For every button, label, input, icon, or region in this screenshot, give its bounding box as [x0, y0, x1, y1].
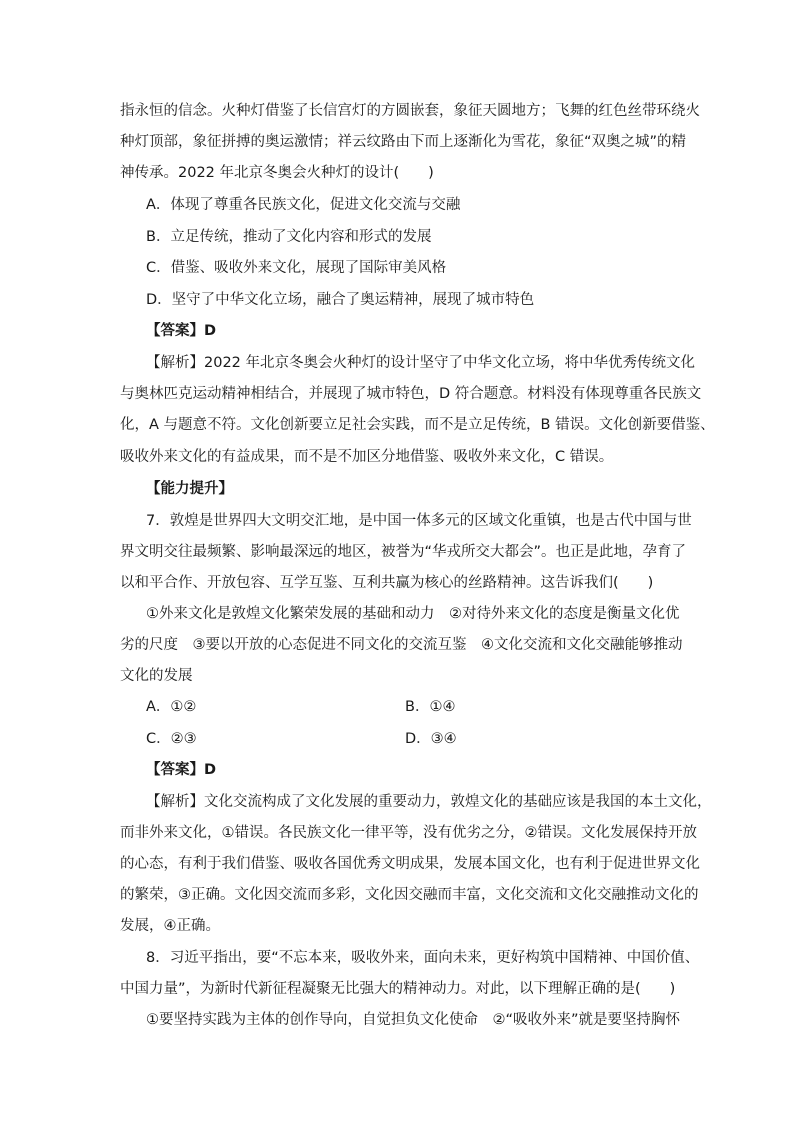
- text-line: 神传承。2022 年北京冬奥会火种灯的设计( ): [120, 165, 434, 181]
- text-line: 吸收外来文化的有益成果，而不是不加区分地借鉴、吸收外来文化，C 错误。: [120, 449, 614, 465]
- option-b: B．立足传统，推动了文化内容和形式的发展: [146, 229, 432, 245]
- answer-label: 【答案】D: [146, 323, 217, 339]
- text-line: 界文明交往最频繁、影响最深远的地区，被誉为“华戎所交大都会”。也正是此地，孕育了: [120, 544, 687, 560]
- section-heading: 【能力提升】: [146, 481, 233, 497]
- text-line: 中国力量”，为新时代新征程凝聚无比强大的精神动力。对此，以下理解正确的是( ): [120, 981, 676, 997]
- question-8: 8．习近平指出，要“不忘本来，吸收外来，面向未来，更好构筑中国精神、中国价值、: [146, 950, 700, 966]
- statements-line: ①要坚持实践为主体的创作导向，自觉担负文化使命 ②“吸收外来”就是要坚持胸怀: [146, 1012, 681, 1028]
- statements-line: ①外来文化是敦煌文化繁荣发展的基础和动力 ②对待外来文化的态度是衡量文化优: [146, 606, 680, 622]
- text-line: 的繁荣，③正确。文化因交流而多彩，文化因交融而丰富，文化交流和文化交融推动文化的: [120, 887, 699, 903]
- option-d: D．③④: [405, 731, 457, 747]
- text-line: 劣的尺度 ③要以开放的心态促进不同文化的交流互鉴 ④文化交流和文化交融能够推动: [120, 637, 683, 653]
- text-line: 种灯顶部，象征拼搏的奥运激情；祥云纹路由下而上逐渐化为雪花，象征“双奥之城”的精: [120, 134, 687, 150]
- text-line: 化，A 与题意不符。文化创新要立足社会实践，而不是立足传统，B 错误。文化创新要借鉴、: [120, 417, 715, 433]
- option-b: B．①④: [405, 699, 456, 715]
- text-line: 以和平合作、开放包容、互学互鉴、互利共赢为核心的丝路精神。这告诉我们( ): [120, 575, 654, 591]
- analysis-line: 【解析】2022 年北京冬奥会火种灯的设计坚守了中华文化立场，将中华优秀传统文化: [146, 355, 696, 371]
- analysis-line: 【解析】文化交流构成了文化发展的重要动力，敦煌文化的基础应该是我国的本土文化，: [146, 794, 712, 810]
- option-d: D．坚守了中华文化立场，融合了奥运精神，展现了城市特色: [146, 292, 535, 308]
- text-line: 与奥林匹克运动精神相结合，并展现了城市特色，D 符合题意。材料没有体现尊重各民族文: [120, 386, 702, 402]
- option-a: A．①②: [146, 699, 197, 715]
- text-line: 指永恒的信念。火种灯借鉴了长信宫灯的方圆嵌套，象征天圆地方；飞舞的红色丝带环绕火: [120, 103, 700, 119]
- option-c: C．借鉴、吸收外来文化，展现了国际审美风格: [146, 260, 447, 276]
- option-a: A．体现了尊重各民族文化，促进文化交流与交融: [146, 197, 461, 213]
- text-line: 而非外来文化，①错误。各民族文化一律平等，没有优劣之分，②错误。文化发展保持开放: [120, 825, 697, 841]
- question-7: 7．敦煌是世界四大文明交汇地，是中国一体多元的区域文化重镇，也是古代中国与世: [146, 513, 692, 529]
- option-c: C．②③: [146, 731, 197, 747]
- answer-label: 【答案】D: [146, 762, 217, 778]
- text-line: 文化的发展: [120, 668, 193, 684]
- text-line: 的心态，有利于我们借鉴、吸收各国优秀文明成果，发展本国文化，也有利于促进世界文化: [120, 856, 700, 872]
- text-line: 发展，④正确。: [120, 918, 220, 934]
